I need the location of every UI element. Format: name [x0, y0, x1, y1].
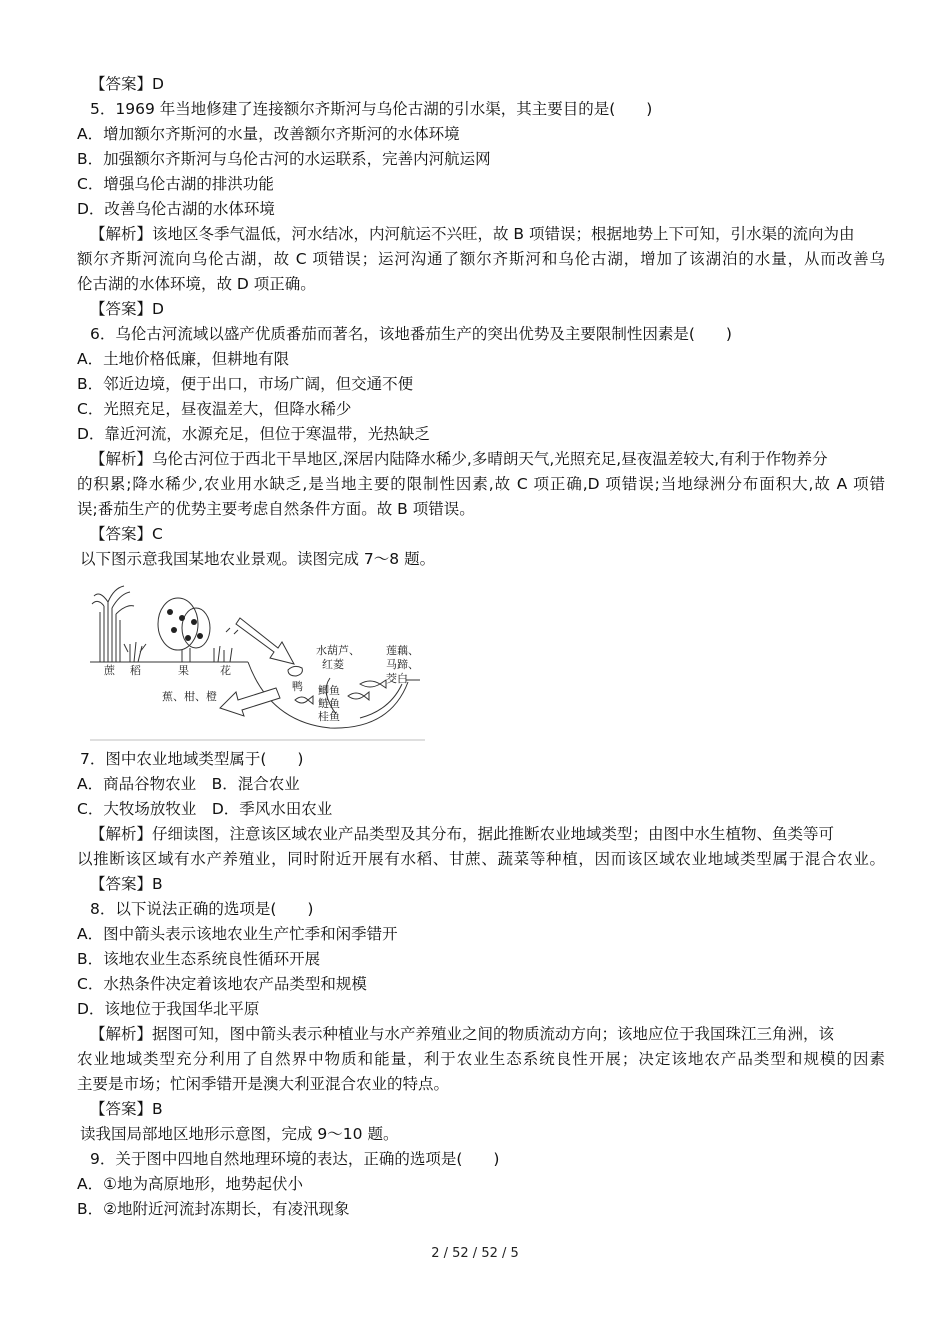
analysis-line: 的积累;降水稀少,农业用水缺乏,是当地主要的限制性因素,故 C 项正确,D 项错误;当地绿洲分布面积大,故 A 项错	[77, 475, 885, 493]
option-c: C．增强乌伦古湖的排洪功能	[77, 175, 274, 193]
analysis-line: 农业地域类型充分利用了自然界中物质和能量，利于农业生态系统良性开展；决定该地农产品类型和规模的因素	[77, 1050, 885, 1068]
analysis-line: 伦古湖的水体环境，故 D 项正确。	[77, 275, 316, 293]
question-7: 7．图中农业地域类型属于( )	[80, 750, 304, 768]
analysis-line: 【解析】乌伦古河位于西北干旱地区,深居内陆降水稀少,多晴朗天气,光照充足,昼夜温差较大,有利于作物养分	[90, 450, 828, 468]
label-rice: 稻	[130, 664, 141, 677]
fish-illustration	[295, 696, 313, 704]
label-fish: 鲫鱼	[318, 684, 340, 697]
option-b: B．该地农业生态系统良性循环开展	[77, 950, 321, 968]
analysis-line: 误;番茄生产的优势主要考虑自然条件方面。故 B 项错误。	[77, 500, 475, 518]
arrow-to-pond	[236, 618, 294, 664]
label-lotus: 马蹄、	[386, 658, 419, 671]
option-a: A．增加额尔齐斯河的水量，改善额尔齐斯河的水体环境	[77, 125, 460, 143]
option-a: A．①地为高原地形，地势起伏小	[77, 1175, 303, 1193]
agriculture-landscape-figure	[90, 582, 425, 742]
option-d: D．该地位于我国华北平原	[77, 1000, 260, 1018]
analysis-line: 主要是市场；忙闲季错开是澳大利亚混合农业的特点。	[77, 1075, 450, 1093]
section-intro: 读我国局部地区地形示意图，完成 9～10 题。	[80, 1125, 399, 1143]
label-aquatic-plants: 红菱	[322, 658, 344, 671]
option-d: D．靠近河流，水源充足，但位于寒温带，光热缺乏	[77, 425, 430, 443]
arrow-to-land	[220, 688, 280, 716]
question-9: 9．关于图中四地自然地理环境的表达，正确的选项是( )	[90, 1150, 500, 1168]
figure-intro: 以下图示意我国某地农业景观。读图完成 7～8 题。	[80, 550, 436, 568]
label-aquatic-plants: 水葫芦、	[316, 644, 360, 657]
label-fish: 鲢鱼	[318, 697, 340, 710]
fruit-tree-illustration	[158, 598, 210, 662]
option-b: B．加强额尔齐斯河与乌伦古河的水运联系，完善内河航运网	[77, 150, 491, 168]
rice-illustration	[124, 642, 146, 662]
option-cd: C．大牧场放牧业 D．季风水田农业	[77, 800, 333, 818]
option-a: A．图中箭头表示该地农业生产忙季和闲季错开	[77, 925, 398, 943]
cycle-arrow	[360, 684, 402, 718]
label-flower: 花	[220, 664, 231, 677]
label-lotus: 莲藕、	[386, 644, 419, 657]
option-a: A．土地价格低廉，但耕地有限	[77, 350, 290, 368]
flower-illustration	[214, 628, 238, 662]
answer-line: 【答案】D	[90, 75, 164, 93]
label-fruits: 蕉、柑、橙	[162, 690, 217, 703]
question-6: 6．乌伦古河流域以盛产优质番茄而著名，该地番茄生产的突出优势及主要限制性因素是( )	[90, 325, 732, 343]
label-sugarcane: 蔗	[104, 664, 115, 677]
analysis-line: 【解析】该地区冬季气温低，河水结冰，内河航运不兴旺，故 B 项错误；根据地势上下可知，引水渠的流向为由	[90, 225, 855, 243]
answer-line: 【答案】B	[90, 875, 163, 893]
answer-line: 【答案】D	[90, 300, 164, 318]
option-d: D．改善乌伦古湖的水体环境	[77, 200, 275, 218]
option-b: B．②地附近河流封冻期长，有凌汛现象	[77, 1200, 350, 1218]
label-duck: 鸭	[292, 680, 303, 693]
option-c: C．水热条件决定着该地农产品类型和规模	[77, 975, 367, 993]
option-ab: A．商品谷物农业 B．混合农业	[77, 775, 300, 793]
analysis-line: 【解析】仔细读图，注意该区域农业产品类型及其分布，据此推断农业地域类型；由图中水生植物、鱼类等可	[90, 825, 835, 843]
label-fruit: 果	[178, 664, 189, 677]
question-8: 8．以下说法正确的选项是( )	[90, 900, 314, 918]
fish-illustration	[348, 692, 369, 700]
analysis-line: 额尔齐斯河流向乌伦古湖，故 C 项错误；运河沟通了额尔齐斯河和乌伦古湖，增加了该湖泊的水量，从而改善乌	[77, 250, 885, 268]
answer-line: 【答案】C	[90, 525, 163, 543]
label-lotus: 茭白	[386, 672, 408, 685]
page-number: 2 / 52 / 52 / 5	[431, 1246, 519, 1261]
duck-illustration	[288, 666, 302, 676]
analysis-line: 【解析】据图可知，图中箭头表示种植业与水产养殖业之间的物质流动方向；该地应位于我国珠江三角洲，该	[90, 1025, 835, 1043]
fish-illustration	[360, 680, 386, 688]
label-fish: 桂鱼	[318, 710, 340, 723]
option-c: C．光照充足，昼夜温差大，但降水稀少	[77, 400, 352, 418]
analysis-line: 以推断该区域有水产养殖业，同时附近开展有水稻、甘蔗、蔬菜等种植，因而该区域农业地域类型属于混合农业。	[77, 850, 885, 868]
answer-line: 【答案】B	[90, 1100, 163, 1118]
question-5: 5．1969 年当地修建了连接额尔齐斯河与乌伦古湖的引水渠，其主要目的是( )	[90, 100, 653, 118]
option-b: B．邻近边境，便于出口，市场广阔，但交通不便	[77, 375, 414, 393]
